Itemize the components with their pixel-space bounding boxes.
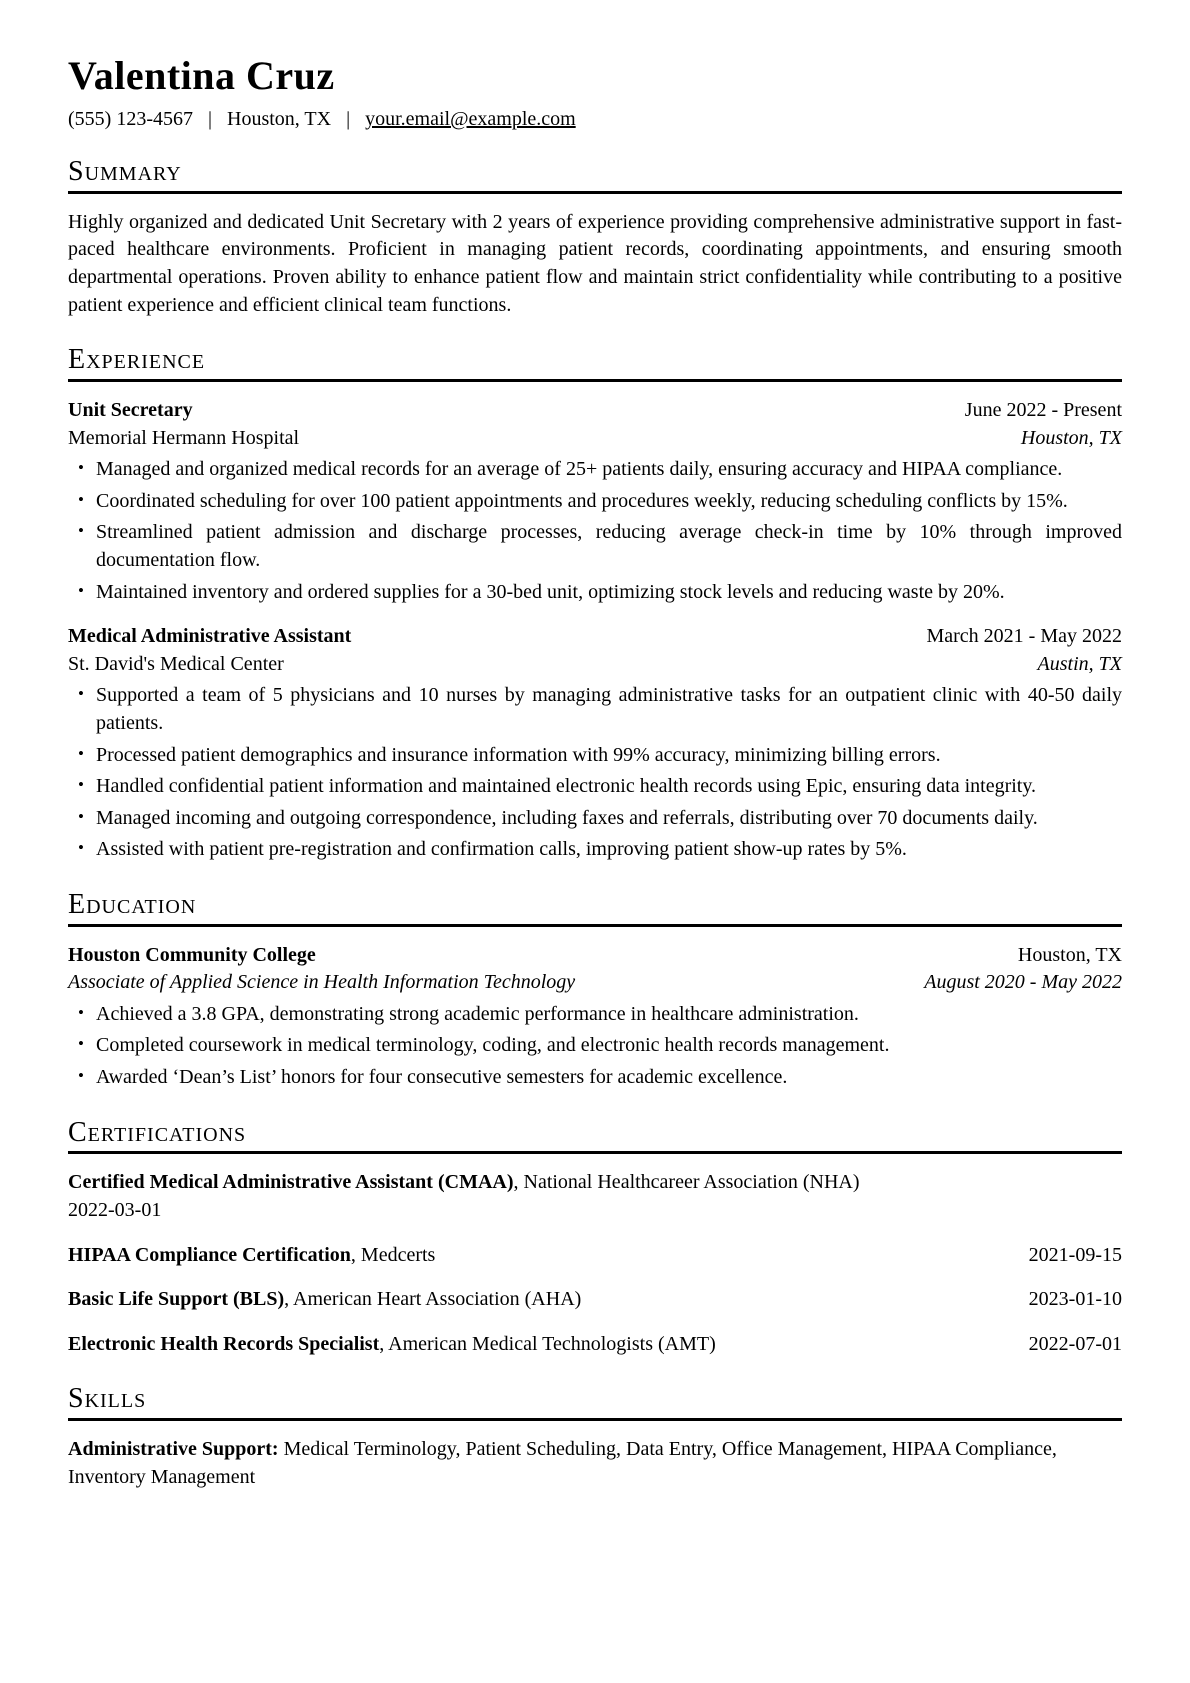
certification-text	[68, 1169, 1122, 1197]
section-education	[68, 890, 1122, 1092]
job-bullet: • Coordinated scheduling for over 100 patient appointments and procedures weekly, reducing scheduling conflicts by 15%.	[68, 488, 1122, 516]
job-bullet: • Supported a team of 5 physicians and 10 nurses by managing administrative tasks for an outpatient clinic with 40-50 daily patients.	[68, 682, 1122, 737]
job-entry	[68, 397, 1122, 606]
job-bullet: • Maintained inventory and ordered supplies for a 30-bed unit, optimizing stock levels and reducing waste by 20%.	[68, 579, 1122, 607]
contact-line	[68, 108, 1122, 131]
skills-category: Administrative Support:	[68, 1438, 279, 1461]
contact-location: Houston, TX	[227, 108, 332, 130]
certification-name: HIPAA Compliance Certification	[68, 1243, 351, 1266]
contact-separator: |	[346, 108, 351, 130]
job-company: Memorial Hermann Hospital	[68, 426, 300, 449]
certification-text	[68, 1331, 716, 1359]
job-bullet: • Assisted with patient pre-registration and confirmation calls, improving patient show-up rates by 5%.	[68, 836, 1122, 864]
degree-name: Associate of Applied Science in Health Information Technology	[68, 971, 576, 994]
job-title: Unit Secretary	[68, 398, 193, 421]
certification-text	[68, 1242, 435, 1270]
skills-line	[68, 1436, 1122, 1491]
education-entry	[68, 942, 1122, 1092]
certification-name: Certified Medical Administrative Assistant (CMAA)	[68, 1171, 514, 1194]
certification-issuer: , National Healthcareer Association (NHA)	[513, 1171, 860, 1194]
job-dates: March 2021 - May 2022	[926, 625, 1122, 648]
certification-name: Basic Life Support (BLS)	[68, 1288, 285, 1311]
email-link[interactable]: your.email@example.com	[365, 108, 576, 130]
section-summary	[68, 157, 1122, 319]
section-certifications	[68, 1118, 1122, 1359]
school-dates: August 2020 - May 2022	[924, 971, 1122, 994]
education-bullet: • Awarded ‘Dean’s List’ honors for four consecutive semesters for academic excellence.	[68, 1064, 1122, 1092]
summary-text: Highly organized and dedicated Unit Secretary with 2 years of experience providing comprehensive administrative support in fast-paced healthcare environments. Proficient in managing patient records, coordinating appointments, and ensuring smooth departmental operations. Proven ability to enhance patient flow and maintain strict confidentiality while contributing to a positive patient experience and efficient clinical team functions.	[68, 210, 1122, 316]
job-bullet-list	[68, 682, 1122, 864]
certification-issuer: , American Heart Association (AHA)	[284, 1288, 582, 1311]
certification-entry	[68, 1331, 1122, 1359]
summary-heading: Summary	[68, 157, 1122, 194]
job-dates: June 2022 - Present	[964, 398, 1122, 421]
job-bullet: • Managed and organized medical records for an average of 25+ patients daily, ensuring accuracy and HIPAA compliance.	[68, 456, 1122, 484]
education-bullet: • Achieved a 3.8 GPA, demonstrating strong academic performance in healthcare administration.	[68, 1001, 1122, 1029]
certification-name: Electronic Health Records Specialist	[68, 1332, 380, 1355]
certification-entry	[68, 1169, 1122, 1224]
certification-date: 2022-07-01	[1028, 1332, 1122, 1355]
certification-text	[68, 1286, 581, 1314]
person-name: Valentina Cruz	[68, 53, 335, 98]
school-location: Houston, TX	[1017, 943, 1122, 966]
skills-heading: Skills	[68, 1384, 1122, 1421]
contact-separator: |	[207, 108, 212, 130]
job-company: St. David's Medical Center	[68, 652, 284, 675]
job-location: Austin, TX	[1037, 652, 1122, 675]
certification-entry	[68, 1242, 1122, 1270]
job-bullet: • Streamlined patient admission and discharge processes, reducing average check-in time by 10% through improved documentation flow.	[68, 519, 1122, 574]
certification-date: 2022-03-01	[68, 1199, 162, 1222]
certifications-heading: Certifications	[68, 1118, 1122, 1155]
job-bullet: • Handled confidential patient information and maintained electronic health records using Epic, ensuring data integrity.	[68, 773, 1122, 801]
experience-heading: Experience	[68, 345, 1122, 382]
certification-issuer: , American Medical Technologists (AMT)	[379, 1332, 716, 1355]
contact-phone: (555) 123-4567	[68, 108, 193, 130]
certification-date: 2021-09-15	[1028, 1243, 1122, 1266]
education-bullet-list	[68, 1001, 1122, 1092]
job-title: Medical Administrative Assistant	[68, 625, 352, 648]
certification-date: 2023-01-10	[1028, 1288, 1122, 1311]
education-bullet: • Completed coursework in medical terminology, coding, and electronic health records management.	[68, 1032, 1122, 1060]
skills-list: Medical Terminology, Patient Scheduling, Data Entry, Office Management, HIPAA Compliance, Inventory Management	[68, 1438, 1057, 1488]
school-name: Houston Community College	[68, 943, 316, 966]
section-skills	[68, 1384, 1122, 1491]
job-bullet: • Processed patient demographics and insurance information with 99% accuracy, minimizing billing errors.	[68, 742, 1122, 770]
certification-entry	[68, 1286, 1122, 1314]
section-experience	[68, 345, 1122, 864]
job-location: Houston, TX	[1020, 426, 1122, 449]
education-heading: Education	[68, 890, 1122, 927]
certification-issuer: , Medcerts	[350, 1243, 436, 1266]
job-bullet: • Managed incoming and outgoing correspondence, including faxes and referrals, distributing over 70 documents daily.	[68, 805, 1122, 833]
job-entry	[68, 623, 1122, 864]
job-bullet-list	[68, 456, 1122, 606]
